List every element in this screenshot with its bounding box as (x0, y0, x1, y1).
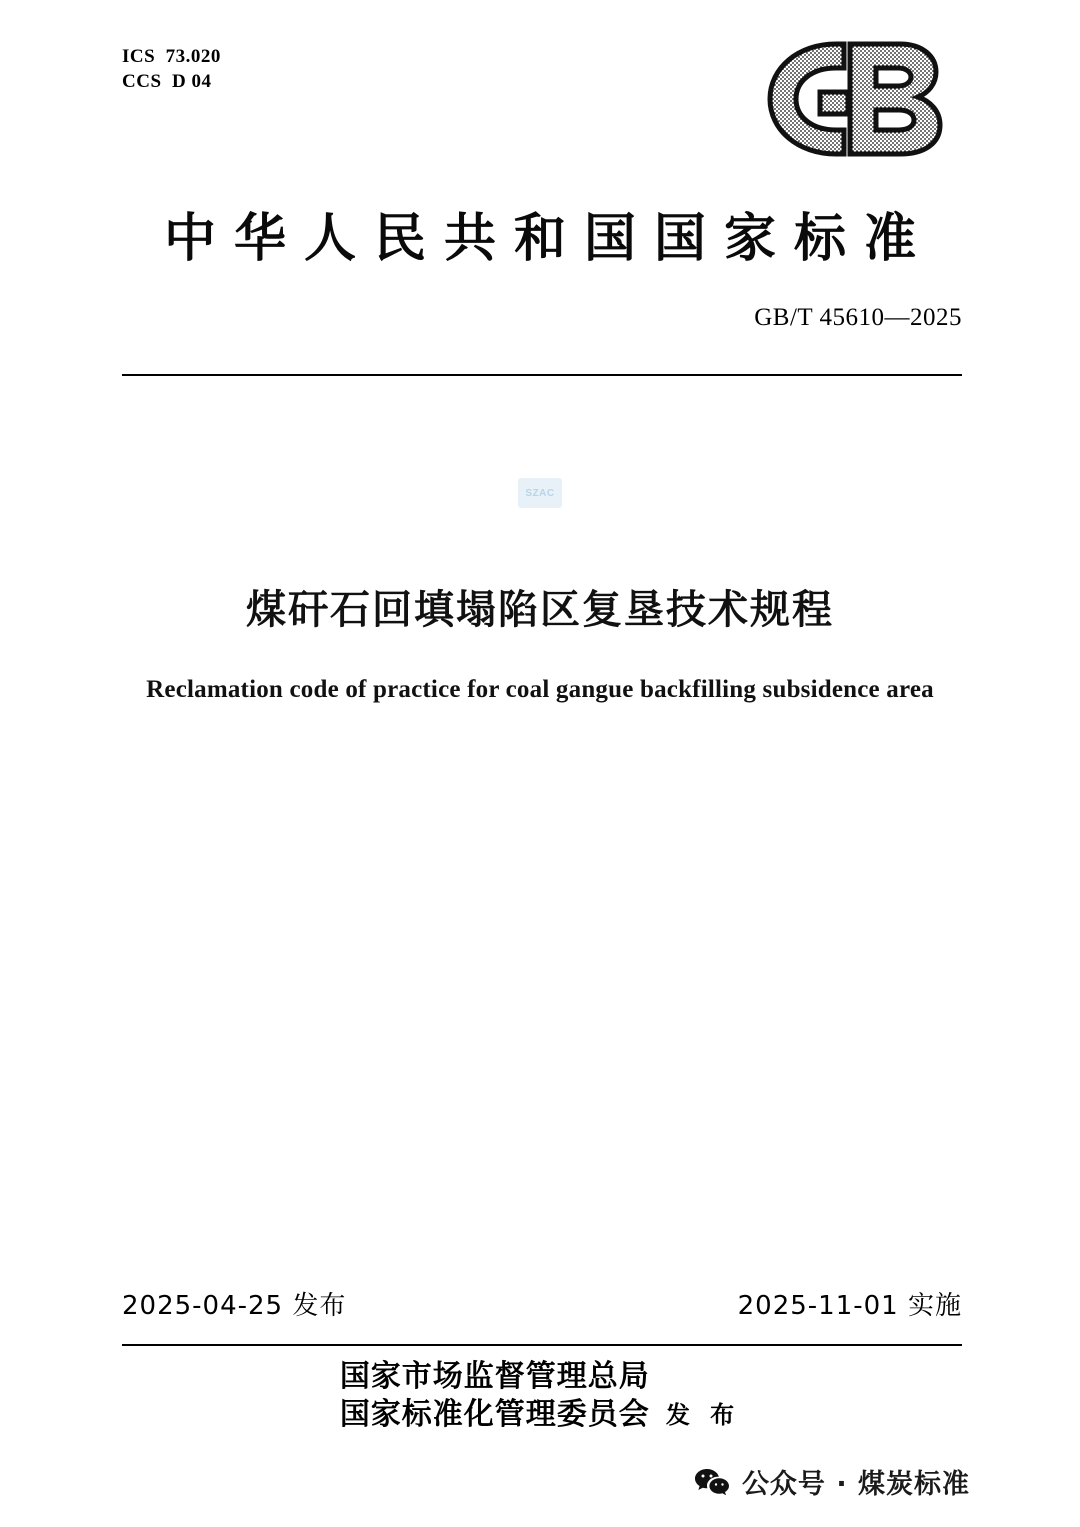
wechat-icon (694, 1467, 730, 1497)
page-title: 中华人民共和国国家标准 (163, 209, 934, 269)
document-title-english: Reclamation code of practice for coal gangue backfilling subsidence area (146, 676, 934, 703)
issuer-names (340, 1358, 650, 1434)
divider-top (122, 374, 962, 376)
ics-code: ICS 73.020 (122, 46, 221, 67)
ccs-code: CCS D 04 (122, 71, 212, 92)
classification-codes (122, 44, 221, 94)
issuer-verb: 发 布 (665, 1401, 741, 1429)
document-title-chinese: 煤矸石回填塌陷区复垦技术规程 (246, 587, 834, 633)
issuer-block (0, 1358, 1080, 1434)
release-date: 2025-04-25 发布 (122, 1291, 347, 1321)
issuer-line-2: 国家标准化管理委员会 (339, 1397, 650, 1432)
implementation-date: 2025-11-01 实施 (737, 1291, 962, 1321)
issuer-line-1: 国家市场监督管理总局 (339, 1359, 650, 1394)
gb-logo-icon (740, 34, 960, 164)
wechat-footer (694, 1462, 970, 1501)
wechat-label: 公众号 · 煤炭标准 (741, 1469, 970, 1500)
standard-number: GB/T 45610—2025 (754, 304, 962, 331)
divider-bottom (122, 1344, 962, 1346)
watermark-label: SZAC (518, 478, 562, 508)
